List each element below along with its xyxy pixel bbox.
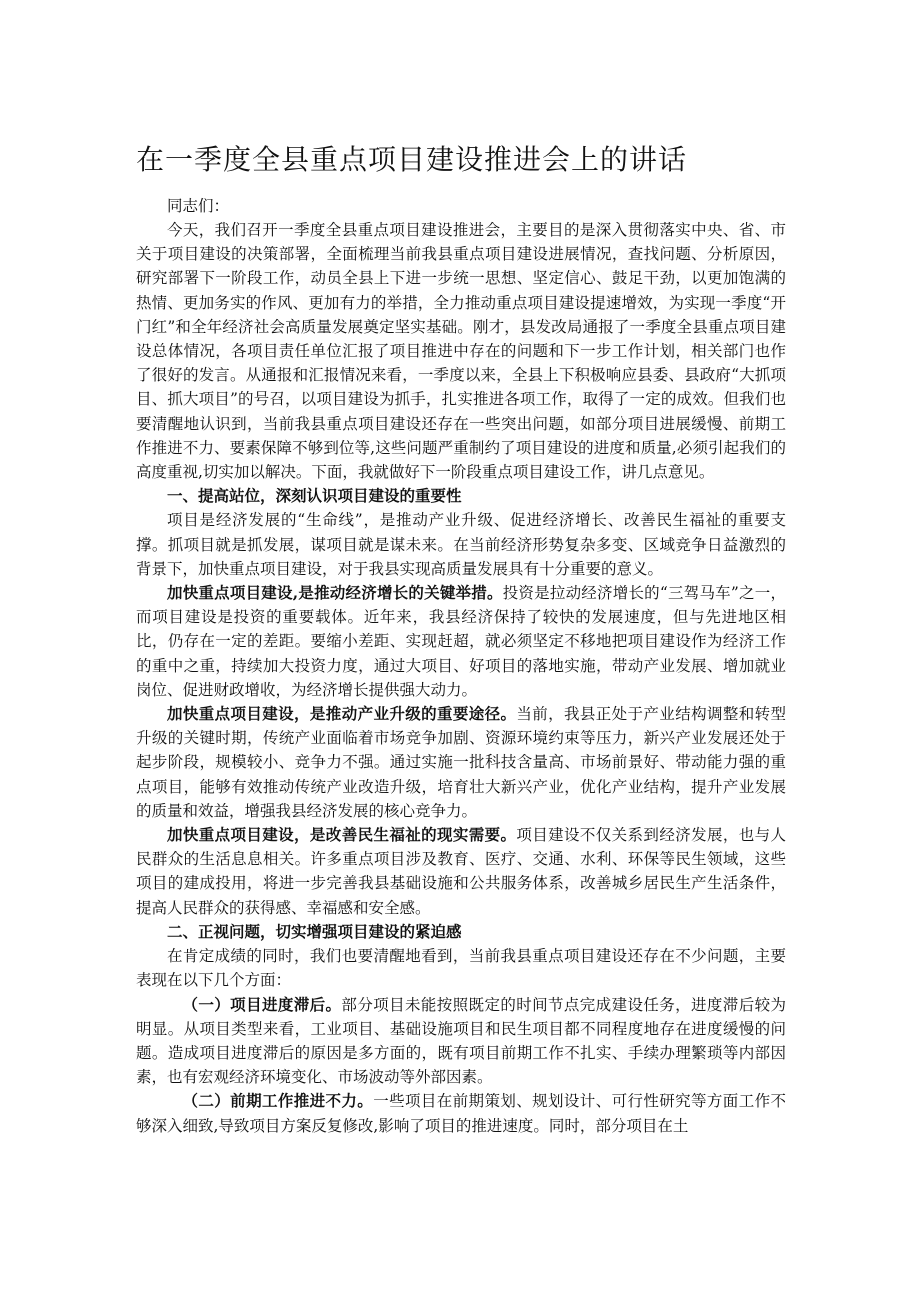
document-page	[136, 140, 786, 1138]
document-title: 在一季度全县重点项目建设推进会上的讲话	[136, 143, 688, 176]
sub-2-text: 一些项目在前期策划、规划设计、可行性研究等方面工作不够深入细致,导致项目方案反复修改,影响了项目的推进速度。同时，部分项目在土	[136, 1092, 786, 1135]
point-3-lead: 加快重点项目建设，是改善民生福祉的现实需要。	[167, 825, 517, 845]
sub-1-text: 部分项目未能按照既定的时间节点完成建设任务，进度滞后较为明显。从项目类型来看，工业项目、基础设施项目和民生项目都不同程度地存在进度缓慢的问题。造成项目进度滞后的原因是多方面的，既有项目前期工作不扎实、手续办理繁琐等内部因素，也有宏观经济环境变化、市场波动等外部因素。	[136, 995, 786, 1087]
point-2-text: 当前，我县正处于产业结构调整和转型升级的关键时期，传统产业面临着市场竞争加剧、资源环境约束等压力，新兴产业发展还处于起步阶段，规模较小、竞争力不强。通过实施一批科技含量高、市场前景好、带动能力强的重点项目，能够有效推动传统产业改造升级，培育壮大新兴产业，优化产业结构，提升产业发展的质量和效益，增强我县经济发展的核心竞争力。	[136, 705, 786, 820]
section-1-paragraph: 项目是经济发展的“生命线”，是推动产业升级、促进经济增长、改善民生福祉的重要支撑。抓项目就是抓发展，谋项目就是谋未来。在当前经济形势复杂多变、区域竞争日益激烈的背景下，加快重点项目建设，对于我县实现高质量发展具有十分重要的意义。	[136, 511, 786, 578]
point-3-text: 项目建设不仅关系到经济发展，也与人民群众的生活息息相关。许多重点项目涉及教育、医疗、交通、水利、环保等民生领域，这些项目的建成投用，将进一步完善我县基础设施和公共服务体系，改善城乡居民生产生活条件，提高人民群众的获得感、幸福感和安全感。	[136, 826, 786, 917]
intro-paragraph: 今天，我们召开一季度全县重点项目建设推进会，主要目的是深入贯彻落实中央、省、市关于项目建设的决策部署，全面梳理当前我县重点项目建设进展情况，查找问题、分析原因，研究部署下一阶段工作，动员全县上下进一步统一思想、坚定信心、鼓足干劲，以更加饱满的热情、更加务实的作风、更加有力的举措，全力推动重点项目建设提速增效，为实现一季度“开门红”和全年经济社会高质量发展奠定坚实基础。刚才，县发改局通报了一季度全县重点项目建设总体情况，各项目责任单位汇报了项目推进中存在的问题和下一步工作计划，相关部门也作了很好的发言。从通报和汇报情况来看，一季度以来，全县上下积极响应县委、县政府“大抓项目、抓大项目”的号召，以项目建设为抓手，扎实推进各项工作，取得了一定的成效。但我们也要清醒地认识到，当前我县重点项目建设还存在一些突出问题，如部分项目进展缓慢、前期工作推进不力、要素保障不够到位等,这些问题严重制约了项目建设的进度和质量,必须引起我们的高度重视,切实加以解决。下面，我就做好下一阶段重点项目建设工作，讲几点意见。	[136, 221, 786, 482]
point-1-lead: 加快重点项目建设,是推动经济增长的关键举措。	[167, 583, 503, 603]
sub-1-paragraph	[136, 993, 786, 1090]
point-1-paragraph	[136, 581, 786, 702]
section-2-paragraph: 在肯定成绩的同时，我们也要清醒地看到，当前我县重点项目建设还存在不少问题，主要表现在以下几个方面：	[136, 947, 786, 990]
salutation: 同志们：	[167, 197, 230, 215]
section-1-heading: 一、提高站位，深刻认识项目建设的重要性	[167, 486, 462, 506]
point-2-lead: 加快重点项目建设，是推动产业升级的重要途径。	[167, 704, 517, 724]
sub-2-paragraph	[136, 1089, 786, 1137]
sub-1-lead: （一）项目进度滞后。	[182, 994, 342, 1014]
point-2-paragraph	[136, 702, 786, 823]
sub-2-lead: （二）前期工作推进不力。	[182, 1091, 374, 1111]
section-2-heading: 二、正视问题，切实增强项目建设的紧迫感	[167, 921, 462, 941]
point-1-text: 投资是拉动经济增长的“三驾马车”之一，而项目建设是投资的重要载体。近年来，我县经济保持了较快的发展速度，但与先进地区相比，仍存在一定的差距。要缩小差距、实现赶超，就必须坚定不移地把项目建设作为经济工作的重中之重，持续加大投资力度，通过大项目、好项目的落地实施，带动产业发展、增加就业岗位、促进财政增收，为经济增长提供强大动力。	[136, 584, 786, 699]
point-3-paragraph	[136, 823, 786, 920]
